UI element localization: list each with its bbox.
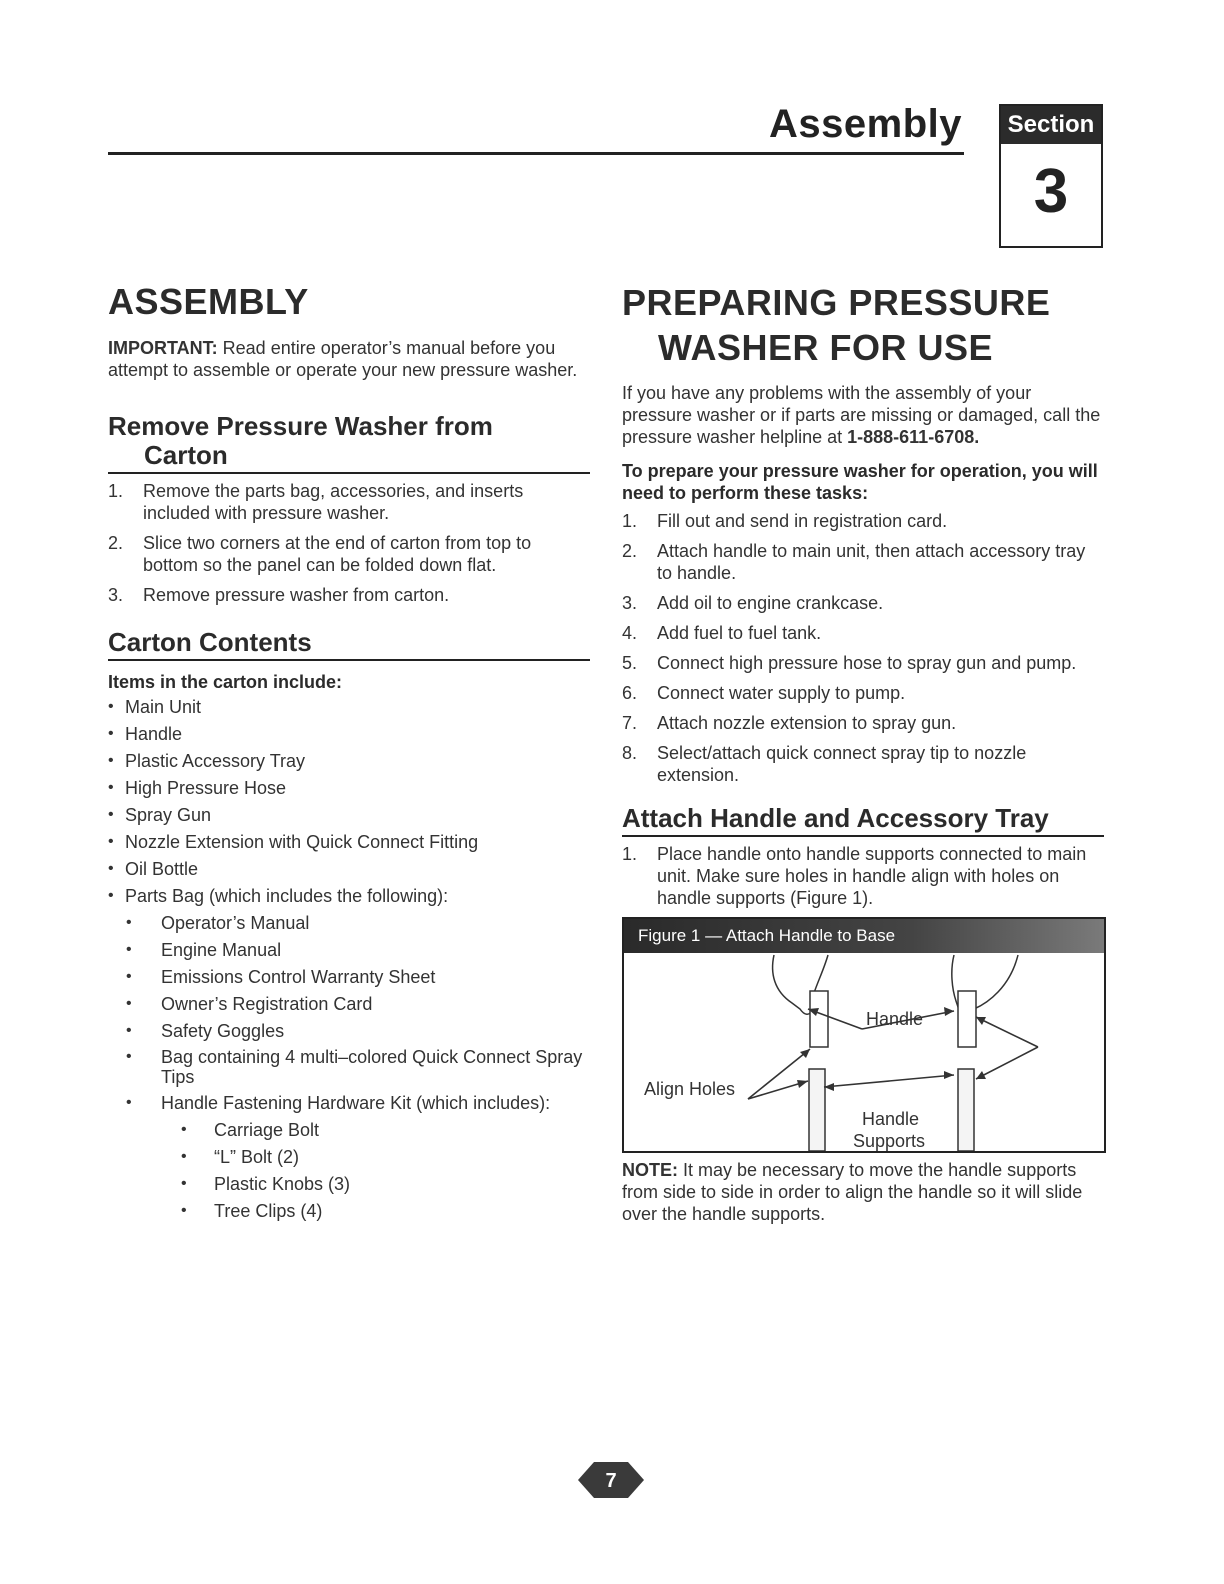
list-item: • Parts Bag (which includes the following): <box>108 885 590 907</box>
list-item: • “L” Bolt (2) <box>108 1146 590 1168</box>
list-item: • Handle Fastening Hardware Kit (which includes): <box>108 1092 590 1114</box>
important-label: IMPORTANT: <box>108 338 218 359</box>
handle-note: NOTE: It may be necessary to move the handle supports from side to side in order to align the handle so it will slide over the handle supports. <box>622 1160 1083 1224</box>
preparing-title-line1: PREPARING PRESSURE <box>622 282 1051 323</box>
list-item: 4. Add fuel to fuel tank. <box>622 623 822 643</box>
list-item: 5. Connect high pressure hose to spray gun and pump. <box>622 653 1077 673</box>
list-item: • Plastic Accessory Tray <box>108 750 590 772</box>
list-item: • Owner’s Registration Card <box>108 993 590 1015</box>
list-item: • Oil Bottle <box>108 858 590 880</box>
label-align-holes: Align Holes <box>644 1079 736 1099</box>
list-item: 2. Attach handle to main unit, then attach accessory tray to handle. <box>622 541 1086 583</box>
figure-caption: Figure 1 — Attach Handle to Base <box>624 919 1104 953</box>
figure-illustration <box>624 953 1104 1151</box>
parts-bag-list <box>108 912 590 1114</box>
important-note <box>108 337 590 381</box>
support-tube-left <box>809 1069 825 1151</box>
handle-tube-left <box>810 991 828 1047</box>
page-number-badge <box>578 1460 644 1500</box>
preparing-title <box>622 280 1104 370</box>
section-label: Section <box>1001 106 1101 144</box>
list-item: • Safety Goggles <box>108 1020 590 1042</box>
header-rule <box>108 152 964 155</box>
tasks-list <box>622 510 1104 786</box>
list-item: • High Pressure Hose <box>108 777 590 799</box>
list-item: • Spray Gun <box>108 804 590 826</box>
label-handle-supports-2: Supports <box>853 1131 926 1151</box>
label-handle-supports-1: Handle <box>862 1109 920 1129</box>
carton-contents-heading: Carton Contents <box>108 628 590 661</box>
remove-steps <box>108 480 590 606</box>
right-column <box>622 280 1104 1225</box>
list-item: 3. Add oil to engine crankcase. <box>622 593 884 613</box>
list-item: • Main Unit <box>108 696 590 718</box>
attach-steps <box>622 843 1104 909</box>
list-item: 1. Remove the parts bag, accessories, and inserts included with pressure washer. <box>108 481 524 524</box>
list-item: • Emissions Control Warranty Sheet <box>108 966 590 988</box>
attach-heading: Attach Handle and Accessory Tray <box>622 804 1104 837</box>
label-handle: Handle <box>866 1009 924 1029</box>
list-item: 6. Connect water supply to pump. <box>622 683 906 703</box>
note-label: NOTE: <box>622 1160 678 1180</box>
list-item: • Engine Manual <box>108 939 590 961</box>
left-column <box>108 280 590 1227</box>
list-item: • Plastic Knobs (3) <box>108 1173 590 1195</box>
tasks-lead: To prepare your pressure washer for operation, you will need to perform these tasks: <box>622 461 1098 503</box>
remove-heading-line1: Remove Pressure Washer from <box>108 411 493 442</box>
helpline-number: 1-888-611-6708. <box>847 427 980 447</box>
remove-heading <box>108 412 590 474</box>
important-text: Read entire operator’s manual before you attempt to assemble or operate your new pressure washer. <box>108 338 578 381</box>
list-item: 8. Select/attach quick connect spray tip to nozzle extension. <box>622 743 1027 785</box>
list-item: • Bag containing 4 multi–colored Quick Connect Spray Tips <box>108 1047 590 1087</box>
contents-lead: Items in the carton include: <box>108 672 343 693</box>
list-item: 2. Slice two corners at the end of carton from top to bottom so the panel can be folded down flat. <box>108 533 532 576</box>
list-item: 1. Place handle onto handle supports connected to main unit. Make sure holes in handle align with holes on handle supports (Figure 1). <box>622 844 1087 908</box>
list-item: • Carriage Bolt <box>108 1119 590 1141</box>
page-header-title: Assembly <box>769 102 962 146</box>
remove-heading-line2: Carton <box>144 440 228 471</box>
handle-tube-right <box>958 991 976 1047</box>
hardware-kit-list <box>108 1119 590 1222</box>
support-tube-right <box>958 1069 974 1151</box>
contents-list <box>108 696 590 907</box>
preparing-title-line2: WASHER FOR USE <box>658 327 994 368</box>
list-item: • Operator’s Manual <box>108 912 590 934</box>
list-item: • Nozzle Extension with Quick Connect Fitting <box>108 831 590 853</box>
section-number: 3 <box>1033 157 1069 226</box>
figure-attach-handle <box>622 917 1106 1153</box>
assembly-title: ASSEMBLY <box>108 281 309 322</box>
list-item: 7. Attach nozzle extension to spray gun. <box>622 713 957 733</box>
section-tab <box>999 104 1103 248</box>
list-item: • Handle <box>108 723 590 745</box>
intro-paragraph: If you have any problems with the assembly of your pressure washer or if parts are missing or damaged, call the pressure washer helpline at 1-888-611-6708. <box>622 383 1101 447</box>
list-item: • Tree Clips (4) <box>108 1200 590 1222</box>
page-number: 7 <box>605 1470 617 1492</box>
list-item: 3. Remove pressure washer from carton. <box>108 585 450 606</box>
list-item: 1. Fill out and send in registration card. <box>622 511 948 531</box>
